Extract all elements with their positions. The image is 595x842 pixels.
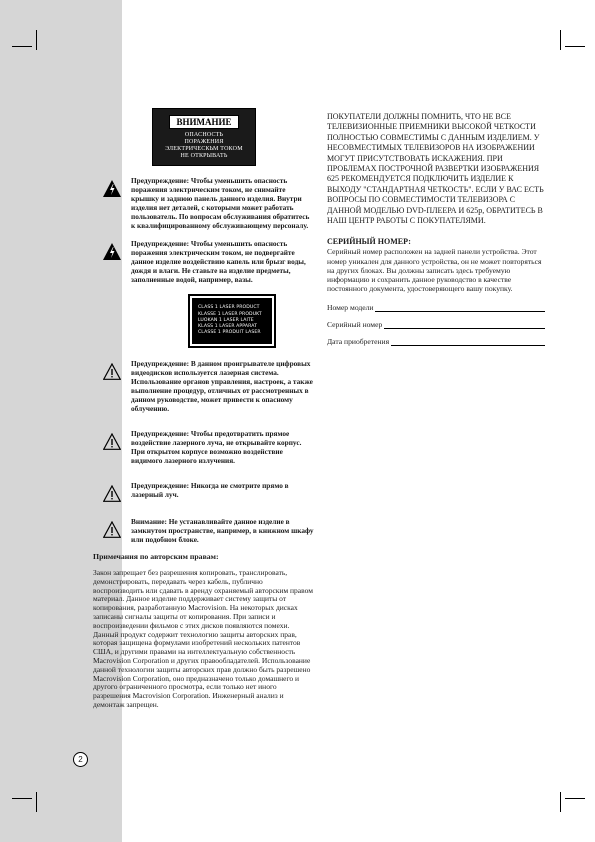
warning-item bbox=[93, 176, 315, 230]
caution-line: ЭЛЕКТРИЧЕСКЬМ ТОКОМ bbox=[165, 146, 243, 152]
hdtv-compatibility-notice: ПОКУПАТЕЛИ ДОЛЖНЫ ПОМНИТЬ, ЧТО НЕ ВСЕ ТЕЛЕВИЗИОННЫЕ ПРИЕМНИКИ ВЫСОКОЙ ЧЕТКОСТИ ПОЛНОСТЬЮ СОВМЕСТИМЫ С ДАННЫМ ИЗДЕЛИЕМ. У НЕСОВМЕСТИМЫХ ТЕЛЕВИЗОРОВ НА ИЗОБРАЖЕНИИ МОГУТ ПРИСУТСТВОВАТЬ ИСКАЖЕНИЯ. ПРИ ПРОБЛЕМАХ ПОСТРОЧНОЙ РАЗВЕРТКИ ИЗОБРАЖЕНИЯ 625 РЕКОМЕНДУЕТСЯ ПОДКЛЮЧИТЬ ИЗДЕЛИЕ К ВЫХОДУ "СТАНДАРТНАЯ ЧЕТКОСТЬ". ЕСЛИ У ВАС ЕСТЬ ВОПРОСЫ ПО СОВМЕСТИМОСТИ ТЕЛЕВИЗОРА С ДАННОЙ МОДЕЛЬЮ DVD-ПЛЕЕРА И 625р, ОБРАТИТЕСЬ В НАШ ЦЕНТР РАБОТЫ С ПОКУПАТЕЛЯМИ. bbox=[327, 112, 544, 226]
crop-mark bbox=[560, 30, 561, 50]
caution-line: ПОРАЖЕНИЯ bbox=[184, 139, 224, 145]
laser-label-line: KLASSE 1 LASER PRODUKT bbox=[198, 311, 262, 317]
right-column bbox=[327, 112, 545, 346]
laser-label-line: CLASSE 1 PRODUIT LASER bbox=[198, 330, 261, 336]
laser-label-line: LUOKAN 1 LASER LAITE bbox=[198, 317, 254, 323]
caution-line: НЕ ОТКРЫВАТЬ bbox=[180, 153, 228, 159]
warning-item bbox=[93, 429, 315, 465]
caution-box bbox=[152, 108, 256, 166]
warning-item bbox=[93, 517, 315, 544]
left-column bbox=[93, 108, 315, 710]
lightning-warning-icon bbox=[93, 239, 131, 260]
warning-text: Предупреждение: Чтобы уменьшить опасность поражения электрическим током, не подвергайте данное изделие воздействию капель или брызг воды, дождя и влаги. Не ставьте на изделие предметы, заполненные водой, например, вазы. bbox=[131, 239, 306, 284]
field-label: Дата приобретения bbox=[327, 336, 390, 346]
crop-mark bbox=[560, 792, 561, 812]
warning-text: Внимание: Не устанавливайте данное изделие в замкнутом пространстве, например, в книжном шкафу или подобном блоке. bbox=[131, 517, 314, 544]
page-number: 2 bbox=[73, 752, 88, 767]
crop-mark bbox=[12, 798, 32, 799]
fill-in-line bbox=[375, 304, 545, 312]
warning-text: Предупреждение: В данном проигрывателе цифровых видеодисков используется лазерная система. Использование органов управления, настроек, а также выполнение процедур, отличных от рассмотренных в данном руководстве, может привести к опасному облучению. bbox=[131, 359, 313, 413]
lightning-warning-icon bbox=[93, 176, 131, 197]
laser-label-line: CLASS 1 LASER PRODUCT bbox=[198, 305, 260, 311]
serial-text: Серийный номер расположен на задней панели устройства. Этот номер уникален для данного устройства, он не может повторяться на других блоках. Вы должны записать здесь требуемую информацию и сохранить данное руководство в качестве постоянного документа, удостоверяющего вашу покупку. bbox=[327, 247, 542, 293]
crop-mark bbox=[565, 46, 585, 47]
crop-mark bbox=[565, 798, 585, 799]
warning-text: Предупреждение: Никогда не смотрите прямо в лазерный луч. bbox=[131, 481, 289, 499]
crop-mark bbox=[12, 46, 32, 47]
fill-in-line bbox=[391, 338, 545, 346]
fill-in-line bbox=[384, 321, 545, 329]
purchase-date-field bbox=[327, 337, 545, 346]
laser-label-line: KLASS 1 LASER APPARAT bbox=[198, 324, 258, 330]
warning-item bbox=[93, 359, 315, 413]
exclamation-warning-icon bbox=[93, 429, 131, 450]
laser-class-label bbox=[188, 294, 276, 348]
exclamation-warning-icon bbox=[93, 517, 131, 538]
model-number-field bbox=[327, 303, 545, 312]
caution-title: ВНИМАНИЕ bbox=[169, 115, 238, 129]
warning-text: Предупреждение: Чтобы предотвратить прямое воздействие лазерного луча, не открывайте корпус. При открытом корпусе возможно воздействие видимого лазерного излучения. bbox=[131, 429, 302, 465]
caution-line: ОПАСНОСТЬ bbox=[184, 132, 224, 138]
warning-item bbox=[93, 481, 315, 502]
exclamation-warning-icon bbox=[93, 481, 131, 502]
serial-heading: СЕРИЙНЫЙ НОМЕР: bbox=[327, 237, 411, 247]
crop-mark bbox=[36, 792, 37, 812]
exclamation-warning-icon bbox=[93, 359, 131, 380]
serial-number-field bbox=[327, 320, 545, 329]
copyright-text: Закон запрещает без разрешения копировать, транслировать, демонстрировать, передавать через кабель, публично воспроизводить или сдавать в аренду охраняемый авторским правом материал. Данное изделие поддерживает систему защиты от копирования, разработанную Macrovision. На некоторых дисках записаны сигналы защиты от копирования. При записи и воспроизведении фильмов с этих дисков появляются помехи. Данный продукт содержит технологию защиты авторских прав, которая защищена формулами изобретений нескольких патентов США, и другими правами на интеллектуальную собственность Macrovision Corporation и других правообладателей. Использование данной технологии защиты авторских прав должно быть разрешено Macrovision Corporation, оно предназначено только домашнего и другого ограниченного просмотра, если только нет иного разрешения Macrovision Corporation. Инженерный анализ и демонтаж запрещен. bbox=[93, 568, 313, 709]
field-label: Серийный номер bbox=[327, 319, 383, 329]
field-label: Номер модели bbox=[327, 302, 374, 312]
copyright-heading: Примечания по авторским правам: bbox=[93, 552, 219, 561]
warning-text: Предупреждение: Чтобы уменьшить опасность поражения электрическим током, не снимайте крышку и заднюю панель данного изделия. Внутри изделия нет деталей, с которыми может работать пользователь. По вопросам обслуживания обратитесь к квалифицированному обслуживающему персоналу. bbox=[131, 176, 310, 230]
caution-text bbox=[153, 132, 255, 160]
crop-mark bbox=[36, 30, 37, 50]
warning-item bbox=[93, 239, 315, 284]
